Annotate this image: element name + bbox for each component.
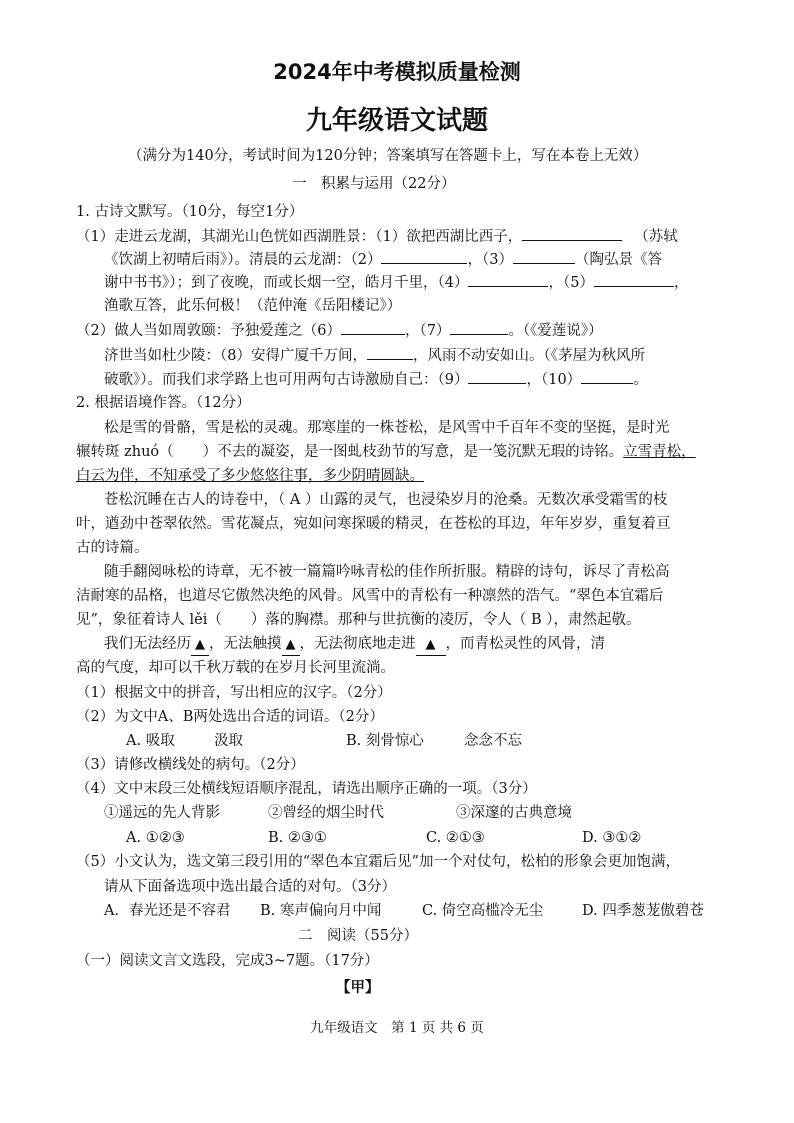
- q2-sub4: （4）文中末段三处横线短语顺序混乱，请选出顺序正确的一项。（3分）: [76, 781, 537, 797]
- section1-heading: 一 积累与运用（22分）: [292, 176, 456, 192]
- option-c: C. ②①③: [426, 830, 485, 846]
- q2-sub3: （3）请修改横线处的病句。（2分）: [76, 757, 305, 773]
- q2-p2-line2: 叶，遒劲中苍翠依然。雪花凝点，宛如问寒探暖的精灵，在苍松的耳边，年年岁岁，重复着亘: [76, 516, 671, 532]
- item-3: ③深邃的古典意境: [456, 805, 572, 821]
- option-c: C. 倚空高槛冷无尘: [422, 903, 544, 919]
- triangle-blank-1: ▲: [191, 635, 209, 656]
- answer-blank-6: [341, 320, 405, 335]
- answer-blank-10: [581, 369, 633, 384]
- q2-p3-line3: 见”，象征着诗人 lěi（ ）落的胸襟。那种与世抗衡的凌厉，令人（ B ），肃然起敬。: [76, 612, 641, 628]
- option-a2: 汲取: [214, 733, 243, 749]
- q2-p1-line2: 辗转斑 zhuó（ ）不去的凝姿，是一图虬枝劲节的写意，是一笺沉默无瑕的诗铭。立雪青松，: [76, 444, 696, 460]
- answer-blank-3: [513, 249, 575, 264]
- q1-line5: （2）做人当如周敦颐：予独爱莲之（6） ，（7） 。（《爱莲说》）: [76, 320, 603, 341]
- answer-blank-7: [450, 320, 508, 335]
- answer-blank-2: [381, 249, 467, 264]
- q2-sub1: （1）根据文中的拼音，写出相应的汉字。（2分）: [76, 685, 392, 701]
- q2-p4-line1: 我们无法经历 ▲ ，无法触摸 ▲ ，无法彻底地走进 ▲ ，而青松灵性的风骨，清: [104, 634, 605, 656]
- item-2: ②曾经的烟尘时代: [268, 805, 384, 821]
- revise-sentence-part2: 白云为伴，不知承受了多少悠悠往事，多少阴晴圆缺。: [76, 468, 424, 484]
- answer-blank-9: [468, 369, 526, 384]
- page-footer: 九年级语文 第 1 页 共 6 页: [310, 1020, 484, 1036]
- option-a: A. ①②③: [126, 830, 185, 846]
- option-b1: B. 刻骨惊心: [346, 733, 424, 749]
- q2-sub5-line2: 请从下面备选项中选出最合适的对句。（3分）: [104, 879, 396, 895]
- exam-subtitle: 九年级语文试题: [305, 106, 488, 136]
- q2-p2-line1: 苍松沉睡在古人的诗卷中，（ A ）山露的灵气，也浸染岁月的沧桑。无数次承受霜雪的枝: [104, 492, 668, 508]
- answer-blank-1: [522, 226, 622, 241]
- option-b: B. 寒声偏向月中闻: [260, 903, 382, 919]
- q1-line2: 《饮湖上初晴后雨》）。清晨的云龙湖：（2） ，（3） （陶弘景《答: [104, 249, 662, 270]
- answer-blank-4: [468, 272, 548, 287]
- q2-p1-line3: [76, 466, 424, 486]
- option-d: D. ③①②: [582, 830, 642, 846]
- exam-title: 2024年中考模拟质量检测: [273, 60, 521, 84]
- q1-line7: 破歌》）。而我们求学路上也可用两句古诗激励自己：（9） ，（10） 。: [104, 369, 648, 390]
- q2-p4-line2: 高的气度，却可以千秋万载的在岁月长河里流淌。: [76, 660, 395, 676]
- q1-title: 1. 古诗文默写。（10分，每空1分）: [76, 204, 304, 220]
- option-a: A．春光还是不容君: [104, 903, 231, 919]
- passage-jia-label: 【甲】: [336, 979, 380, 996]
- item-1: ①遥远的先人背影: [104, 805, 220, 821]
- q1-line3: 谢中书书》）；到了夜晚，而或长烟一空，皓月千里，（4） ，（5） ，: [104, 272, 688, 293]
- option-d: D. 四季葱茏傲碧苍: [582, 903, 704, 919]
- revise-sentence-part1: 立雪青松，: [623, 444, 696, 460]
- q1-line1: （1）走进云龙湖，其湖光山色恍如西湖胜景：（1）欲把西湖比西子， （苏轼: [76, 226, 678, 247]
- section2-part1: （一）阅读文言文选段，完成3~7题。（17分）: [76, 953, 379, 969]
- q2-p1-line1: 松是雪的骨骼，雪是松的灵魂。那寒崖的一株苍松，是风雪中千百年不变的坚挺，是时光: [104, 420, 670, 436]
- exam-note: （满分为140分，考试时间为120分钟；答案填写在答题卡上，写在本卷上无效）: [128, 148, 648, 164]
- q2-sub5-line1: （5）小文认为，选文第三段引用的“翠色本宜霜后见”加一个对仗句，松柏的形象会更加饱满，: [76, 854, 681, 870]
- q1-line4: 渔歌互答，此乐何极！（范仲淹《岳阳楼记》）: [104, 298, 402, 314]
- q2-title: 2. 根据语境作答。（12分）: [76, 395, 251, 411]
- q2-sub2: （2）为文中A、B两处选出合适的词语。（2分）: [76, 709, 384, 725]
- q1-line6: 济世当如杜少陵：（8）安得广厦千万间， ，风雨不动安如山。（《茅屋为秋风所: [104, 345, 645, 366]
- triangle-blank-2: ▲: [282, 635, 300, 656]
- q2-p2-line3: 古的诗篇。: [76, 540, 149, 556]
- triangle-blank-3: ▲: [416, 635, 446, 656]
- answer-blank-5: [594, 272, 674, 287]
- q2-p3-line2: 洁耐寒的品格，也道尽它傲然决绝的风骨。风雪中的青松有一种凛然的浩气。“翠色本宜霜后: [76, 588, 664, 604]
- q2-p3-line1: 随手翻阅咏松的诗章，无不被一篇篇吟咏青松的佳作所折服。精辟的诗句，诉尽了青松高: [104, 564, 670, 580]
- answer-blank-8: [367, 345, 413, 360]
- option-a1: A. 吸取: [126, 733, 175, 749]
- option-b: B. ②③①: [268, 830, 327, 846]
- option-b2: 念念不忘: [464, 733, 522, 749]
- section2-heading: 二 阅读（55分）: [298, 928, 418, 944]
